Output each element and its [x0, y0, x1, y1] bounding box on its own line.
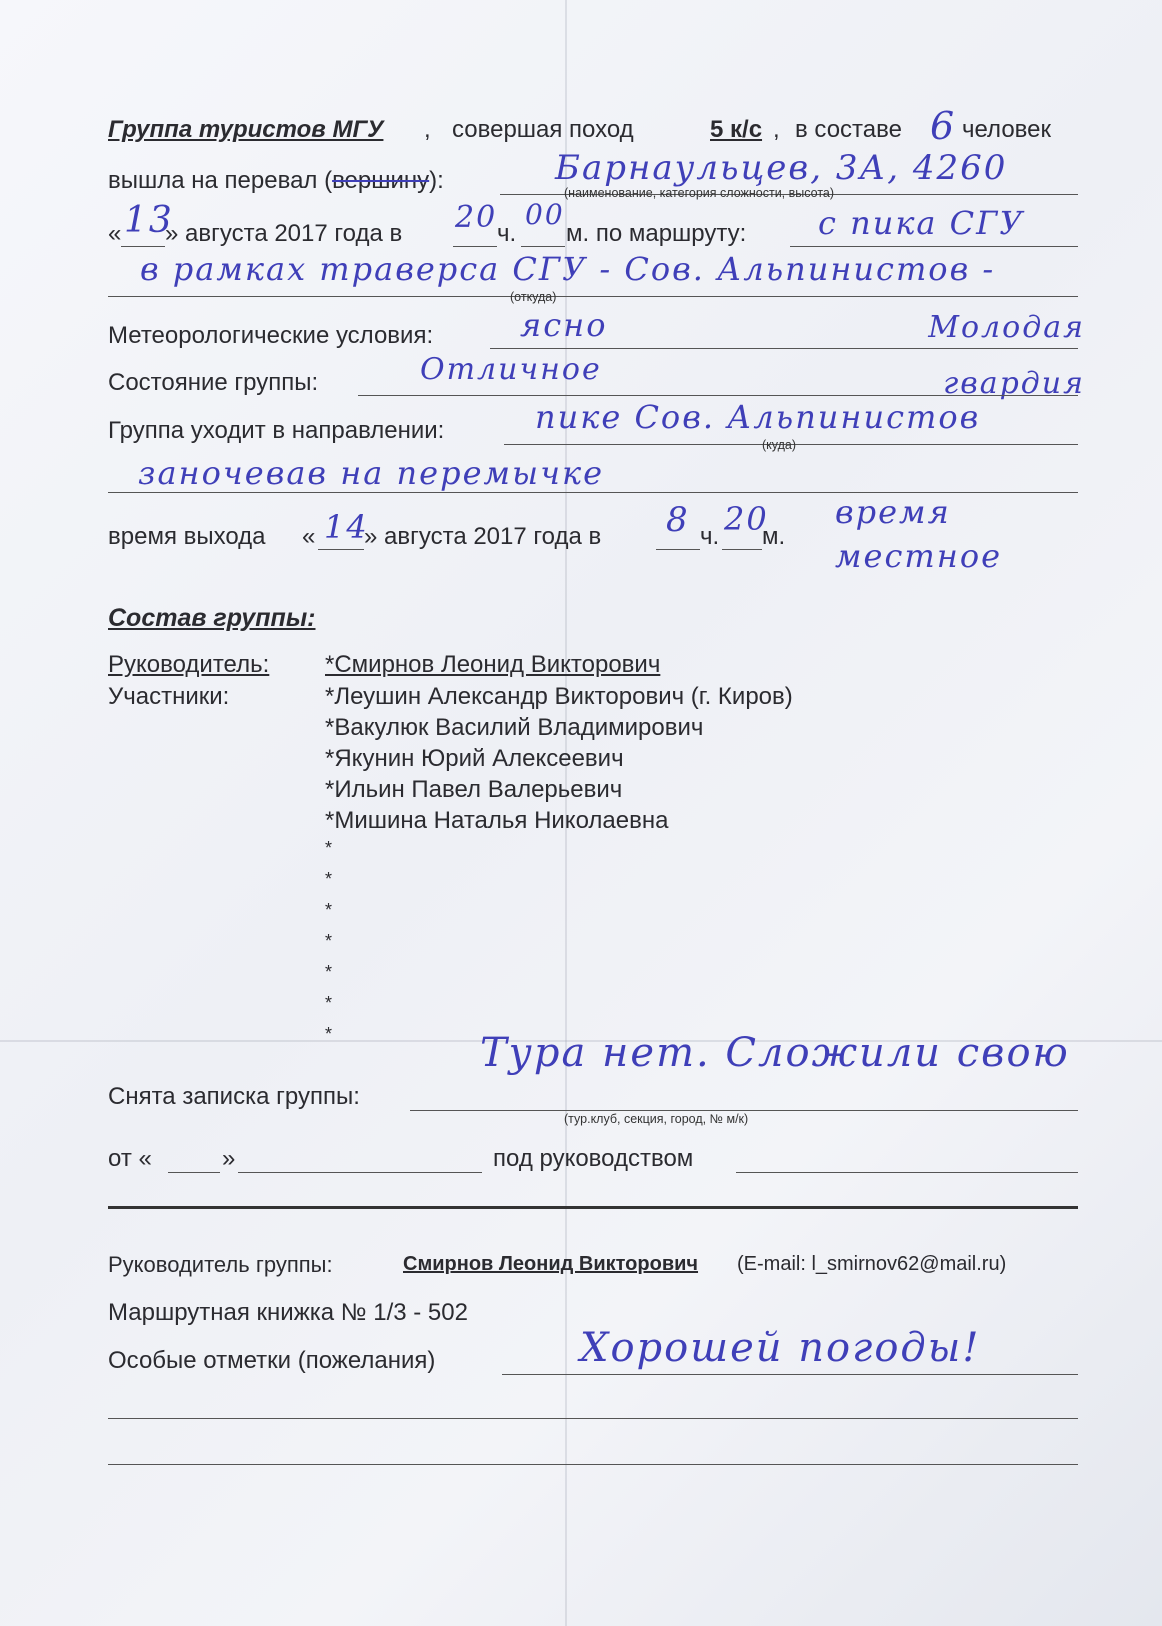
arrival-minute-line: [521, 246, 565, 247]
removed-date-line: [238, 1172, 482, 1173]
notes-line-2: [108, 1418, 1078, 1419]
member: *Ильин Павел Валерьевич: [325, 776, 623, 803]
people-label: человек: [962, 116, 1052, 143]
group-label: Группа туристов МГУ: [108, 116, 384, 143]
hours-label: ч.: [497, 220, 517, 247]
weather-label: Метеорологические условия:: [108, 322, 434, 349]
departure-label: время выхода: [108, 523, 266, 550]
minutes-label: м.: [762, 523, 786, 550]
removed-hint: (тур.клуб, секция, город, № м/к): [564, 1112, 749, 1126]
departure-text: » августа 2017 года в: [364, 523, 602, 550]
condition-line: [358, 395, 1078, 396]
member: *Мишина Наталья Николаевна: [325, 807, 669, 834]
pass-value: Барнаульцев, 3А, 4260: [555, 148, 1008, 188]
route-line: [790, 246, 1078, 247]
direction-value-2: заночевав на перемычке: [138, 454, 605, 492]
empty-member-slot: *: [325, 869, 333, 889]
notes-line-3: [108, 1464, 1078, 1465]
removed-label: Снята записка группы:: [108, 1083, 360, 1110]
notes-value: Хорошей погоды!: [580, 1325, 981, 1371]
departure-day: 14: [324, 508, 369, 546]
removed-line: [410, 1110, 1078, 1111]
composition-title: Состав группы:: [108, 604, 316, 632]
route-book-number: Маршрутная книжка № 1/3 - 502: [108, 1299, 468, 1326]
hike-category: 5 к/с: [710, 116, 763, 143]
quote-open: «: [108, 220, 122, 247]
hours-label: ч.: [700, 523, 720, 550]
quote-open: «: [302, 523, 316, 550]
empty-member-slot: *: [325, 931, 333, 951]
route-value-2: в рамках траверса СГУ - Сов. Альпинистов -: [140, 250, 996, 288]
member: *Якунин Юрий Алексеевич: [325, 745, 624, 772]
empty-member-slot: *: [325, 993, 333, 1013]
route-line-2: [108, 296, 1078, 297]
removed-from-prefix: от «: [108, 1145, 152, 1172]
removed-value: Тура нет. Сложили свою: [480, 1030, 1070, 1076]
footer-leader-name: Смирнов Леонид Викторович: [403, 1253, 699, 1275]
members-label: Участники:: [108, 683, 230, 710]
arrival-hour: 20: [455, 200, 498, 235]
leader-name: *Смирнов Леонид Викторович: [325, 651, 661, 678]
arrival-text: » августа 2017 года в: [165, 220, 403, 247]
removed-leader-line: [736, 1172, 1078, 1173]
route-value-3: Молодая гвардия: [928, 310, 1085, 401]
direction-value: пике Сов. Альпинистов: [535, 398, 981, 436]
footer-email: (E-mail: l_smirnov62@mail.ru): [737, 1253, 1007, 1275]
departure-minute-line: [722, 549, 762, 550]
removed-from-mid: »: [222, 1145, 236, 1172]
notes-label: Особые отметки (пожелания): [108, 1347, 436, 1374]
direction-hint: (куда): [762, 438, 797, 452]
time-note: время местное: [835, 493, 1003, 575]
departure-hour-line: [656, 549, 700, 550]
comma: ,: [773, 116, 780, 143]
completing-label: совершая поход: [452, 116, 634, 143]
departure-day-line: [318, 549, 364, 550]
condition-label: Состояние группы:: [108, 369, 319, 396]
pass-label: вышла на перевал (вершину):: [108, 167, 444, 194]
leader-label: Руководитель:: [108, 651, 270, 678]
arrival-minute: 00: [525, 198, 565, 231]
people-count: 6: [930, 104, 957, 148]
arrival-hour-line: [453, 246, 497, 247]
empty-member-slot: *: [325, 1024, 333, 1044]
empty-member-slot: *: [325, 838, 333, 858]
composition-label: в составе: [795, 116, 902, 143]
departure-minute: 20: [724, 500, 769, 538]
removed-day-line: [168, 1172, 220, 1173]
route-label: м. по маршруту:: [566, 220, 747, 247]
condition-value: Отличное: [420, 352, 602, 387]
pass-hint: (наименование, категория сложности, высота): [564, 186, 835, 200]
notes-line: [502, 1374, 1078, 1375]
empty-member-slot: *: [325, 900, 333, 920]
member: *Вакулюк Василий Владимирович: [325, 714, 704, 741]
from-hint: (откуда): [510, 290, 557, 304]
section-divider: [108, 1206, 1078, 1209]
arrival-day: 13: [124, 200, 174, 241]
member: *Леушин Александр Викторович (г. Киров): [325, 683, 793, 710]
departure-hour: 8: [666, 500, 690, 540]
footer-leader-label: Руководитель группы:: [108, 1252, 333, 1277]
route-value: с пика СГУ: [818, 204, 1025, 242]
under-leadership: под руководством: [493, 1145, 694, 1172]
direction-label: Группа уходит в направлении:: [108, 417, 445, 444]
arrival-day-line: [121, 246, 165, 247]
empty-member-slot: *: [325, 962, 333, 982]
weather-value: ясно: [520, 306, 608, 344]
comma: ,: [424, 116, 431, 143]
